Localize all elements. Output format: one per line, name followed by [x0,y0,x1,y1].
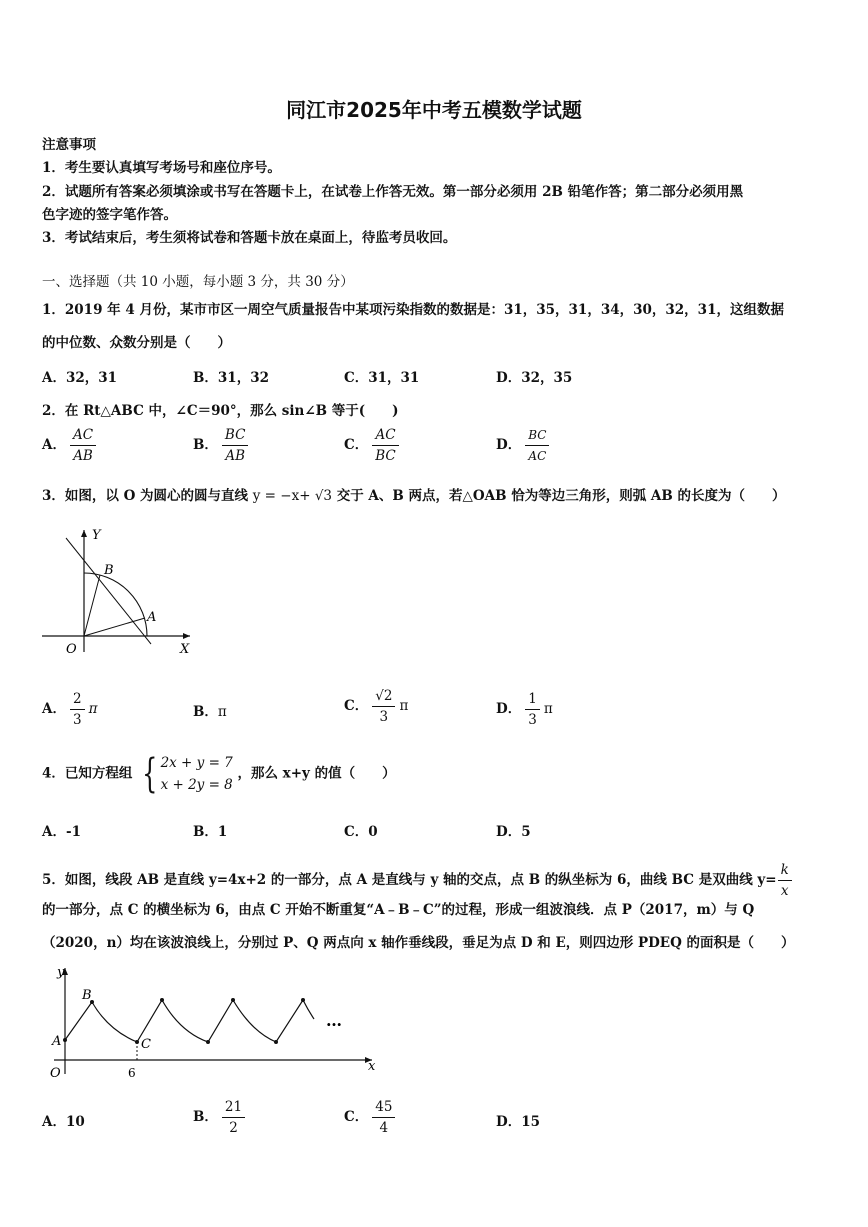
q3-option-b: B．π [193,704,227,720]
q5-option-b: B． $\frac{21}{2}$ [193,1097,249,1138]
q4-option-a: A．-1 [42,824,81,840]
q3-option-a: A． $\frac{2}{3}$ π [42,691,98,728]
section-heading: 一、选择题（共 10 小题，每小题 3 分，共 30 分） [42,274,354,290]
q5-tick-label-6: 6 [128,1066,136,1080]
q4-option-c: C．0 [344,824,378,840]
q3-figure [38,522,200,658]
q1-option-d: D．32，35 [496,370,573,386]
q5-y-axis-label: y [57,965,65,980]
q2-option-b: B． $\frac{BC}{AB}$ [193,425,252,466]
q3-option-d: D． $\frac{1}{3}$ π [496,691,553,728]
q4-equation-system: { 2x + y = 7 x + 2y = 8 [142,751,233,797]
q4-stem: 4．已知方程组 { 2x + y = 7 x + 2y = 8 ，那么 x+y 的值（ ） [42,751,396,797]
q5-stem-line1: 5．如图，线段 AB 是直线 y=4x+2 的一部分，点 A 是直线与 y 轴的交点，点 B 的纵坐标为 6，曲线 BC 是双曲线 y= $\frac{k}{x}$ [42,860,792,901]
q3-x-axis-label: X [180,642,190,657]
q4-equation-1: 2x + y = 7 [160,755,233,771]
notice-item-3: 3．考试结束后，考生须将试卷和答题卡放在桌面上，待监考员收回。 [42,230,457,246]
q4-option-b: B．1 [193,824,228,840]
q2-stem: 2．在 Rt△ABC 中，∠C＝90°，那么 sin∠B 等于( ) [42,403,399,419]
q1-option-a: A．32，31 [42,370,118,386]
q3-point-a-label: A [147,610,157,625]
q2-option-d: D． $\frac{BC}{AC}$ [496,425,553,466]
q5-point-b-label: B [82,988,92,1003]
q3-point-b-label: B [104,563,114,578]
q5-option-c: C． $\frac{45}{4}$ [344,1097,399,1138]
q5-option-a: A．10 [42,1114,85,1130]
q5-stem-line3: （2020，n）均在该波浪线上，分别过 P、Q 两点向 x 轴作垂线段，垂足为点 D 和 E，则四边形 PDEQ 的面积是（ ） [42,935,795,951]
q3-stem: 3．如图，以 O 为圆心的圆与直线 y = −x+ √3 交于 A、B 两点，若△OAB 恰为等边三角形，则弧 AB 的长度为（ ） [42,488,786,504]
q1-option-c: C．31，31 [344,370,420,386]
q5-origin-label: O [50,1066,61,1081]
q3-origin-label: O [66,642,77,657]
notice-item-2-cont: 色字迹的签字笔作答。 [42,207,177,223]
q2-option-a: A． $\frac{AC}{AB}$ [42,425,100,466]
q5-x-axis-label: x [368,1059,376,1074]
q4-option-d: D．5 [496,824,531,840]
q1-option-b: B．31，32 [193,370,269,386]
page-title: 同江市2025年中考五模数学试题 [286,98,582,122]
q3-option-c: C． $\frac{√2}{3}$ π [344,688,409,725]
q5-stem-line2: 的一部分，点 C 的横坐标为 6，由点 C 开始不断重复“A﹣B﹣C”的过程，形成一组波浪线．点 P（2017，m）与 Q [42,902,755,918]
q2-option-c: C． $\frac{AC}{BC}$ [344,425,403,466]
q1-stem-line1: 1．2019 年 4 月份，某市市区一周空气质量报告中某项污染指数的数据是：31，35，31，34，30，32，31，这组数据 [42,302,784,318]
q5-figure [40,962,380,1082]
notice-item-1: 1．考生要认真填写考场号和座位序号。 [42,160,281,176]
q1-stem-line2: 的中位数、众数分别是（ ） [42,335,231,351]
q5-option-d: D．15 [496,1114,541,1130]
q5-point-c-label: C [141,1037,151,1052]
notice-item-2: 2．试题所有答案必须填涂或书写在答题卡上，在试卷上作答无效。第一部分必须用 2B 铅笔作答；第二部分必须用黑 [42,184,744,200]
q4-equation-2: x + 2y = 8 [160,777,233,793]
q5-continuation-dots: … [326,1011,342,1030]
q3-y-axis-label: Y [92,528,101,543]
q3-equation: y = −x+ √3 [252,488,333,504]
q5-point-a-label: A [52,1034,62,1049]
notice-heading: 注意事项 [42,137,96,153]
